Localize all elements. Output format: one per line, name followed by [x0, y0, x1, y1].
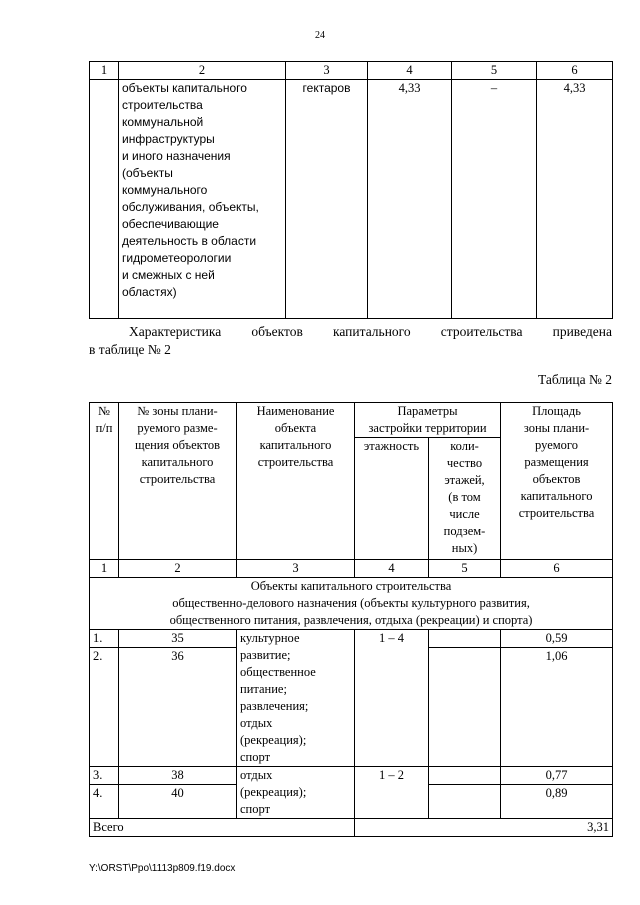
row-count-empty: [429, 767, 501, 785]
table1-cell-empty: [90, 80, 119, 319]
table1-value-5: –: [452, 80, 537, 319]
row-count-empty: [429, 648, 501, 767]
name-line: (рекреация);: [240, 785, 307, 799]
row-num: 2.: [90, 648, 119, 767]
col-number: 5: [429, 560, 501, 578]
page-number: 24: [315, 30, 325, 41]
header-name: [237, 403, 355, 560]
desc-line: обеспечивающие: [122, 217, 219, 231]
desc-line: коммунального: [122, 183, 208, 197]
col-number: 4: [355, 560, 429, 578]
header-line: Площадь: [532, 404, 581, 418]
table-row: [90, 630, 613, 648]
header-line: руемого: [535, 438, 578, 452]
header-line: № зоны плани-: [137, 404, 218, 418]
row-zone: 36: [119, 648, 237, 767]
desc-line: обслуживания, объекты,: [122, 200, 259, 214]
name-line: культурное: [240, 631, 300, 645]
table2-caption: Таблица № 2: [538, 372, 612, 387]
header-line: числе: [449, 507, 480, 521]
row-zone: 40: [119, 785, 237, 819]
row-zone: 38: [119, 767, 237, 785]
col-number: 3: [237, 560, 355, 578]
total-label: Всего: [90, 819, 355, 837]
table1-object-description: [119, 80, 286, 319]
table1-col-6: 6: [537, 62, 613, 80]
header-line: зоны плани-: [523, 421, 590, 435]
header-line: объектов: [532, 472, 581, 486]
table1-col-5: 5: [452, 62, 537, 80]
header-line: п/п: [95, 421, 113, 435]
table-row: [90, 767, 613, 785]
group1-floors: 1 – 4: [355, 630, 429, 767]
header-line: руемого разме-: [137, 421, 218, 435]
col-number: 6: [501, 560, 613, 578]
header-line: Наименование: [256, 404, 335, 418]
name-line: развитие;: [240, 648, 291, 662]
table2-header-row-1: [90, 403, 613, 438]
name-line: (рекреация);: [240, 733, 307, 747]
header-line: №: [98, 404, 110, 418]
table-continuation: [89, 61, 613, 319]
row-zone: 35: [119, 630, 237, 648]
footer-file-path: Y:\ORST\Ppo\1113p809.f19.docx: [89, 863, 236, 874]
desc-line: коммунальной: [122, 115, 204, 129]
header-line: этажей,: [444, 473, 485, 487]
section-title-line: общественного питания, развлечения, отдыха (рекреации) и спорта): [169, 613, 533, 627]
table1-value-4: 4,33: [368, 80, 452, 319]
row-count-empty: [429, 785, 501, 819]
name-line: отдых: [240, 716, 273, 730]
header-line: капитального: [141, 455, 214, 469]
group2-name: [237, 767, 355, 819]
paragraph-line-2: в таблице № 2: [89, 342, 171, 357]
row-count-empty: [429, 630, 501, 648]
col-number: 2: [119, 560, 237, 578]
table1-value-6: 4,33: [537, 80, 613, 319]
desc-line: инфраструктуры: [122, 132, 215, 146]
name-line: питание;: [240, 682, 287, 696]
header-line: ных): [451, 541, 478, 555]
header-line: объекта: [274, 421, 317, 435]
desc-line: и иного назначения: [122, 149, 231, 163]
table2-col-number-row: [90, 560, 613, 578]
col-number: 1: [90, 560, 119, 578]
header-line: строительства: [139, 472, 216, 486]
header-line: подзем-: [443, 524, 486, 538]
desc-line: объекты капитального: [122, 81, 247, 95]
desc-line: гидрометеорологии: [122, 251, 232, 265]
header-zone: [119, 403, 237, 560]
section-title: [90, 578, 613, 630]
row-num: 1.: [90, 630, 119, 648]
table1-col-2: 2: [119, 62, 286, 80]
header-line: застройки территории: [368, 421, 487, 435]
section-title-line: общественно-делового назначения (объекты культурного развития,: [172, 596, 530, 610]
group1-name: [237, 630, 355, 767]
header-line: капитального: [520, 489, 593, 503]
row-area: 0,77: [501, 767, 613, 785]
desc-line: строительства: [122, 98, 203, 112]
table1-col-1: 1: [90, 62, 119, 80]
table1-row: [90, 80, 613, 319]
row-area: 0,89: [501, 785, 613, 819]
header-line: размещения: [524, 455, 589, 469]
header-num: [90, 403, 119, 560]
table1-col-3: 3: [286, 62, 368, 80]
name-line: общественное: [240, 665, 316, 679]
total-value: 3,31: [355, 819, 613, 837]
header-floors: этажность: [355, 438, 429, 560]
paragraph-line-1: Характеристика объектов капитального строительства приведена: [129, 324, 612, 339]
row-num: 3.: [90, 767, 119, 785]
desc-line: (объекты: [122, 166, 173, 180]
row-area: 0,59: [501, 630, 613, 648]
name-line: спорт: [240, 750, 271, 764]
header-line: чество: [446, 456, 483, 470]
group2-floors: 1 – 2: [355, 767, 429, 819]
header-count: [429, 438, 501, 560]
row-area: 1,06: [501, 648, 613, 767]
header-line: щения объектов: [134, 438, 221, 452]
table-2: [89, 402, 613, 837]
section-title-line: Объекты капитального строительства: [250, 579, 452, 593]
desc-line: деятельность в области: [122, 234, 257, 248]
name-line: развлечения;: [240, 699, 309, 713]
table1-unit: гектаров: [286, 80, 368, 319]
header-area: [501, 403, 613, 560]
header-line: коли-: [450, 439, 479, 453]
header-line: строительства: [257, 455, 334, 469]
name-line: спорт: [240, 802, 271, 816]
header-line: Параметры: [397, 404, 458, 418]
table2-total-row: [90, 819, 613, 837]
table2-section-row: [90, 578, 613, 630]
table1-header-row: [90, 62, 613, 80]
header-params: [355, 403, 501, 438]
name-line: отдых: [240, 768, 273, 782]
desc-line: и смежных с ней: [122, 268, 215, 282]
table1-col-4: 4: [368, 62, 452, 80]
header-line: (в том: [448, 490, 481, 504]
header-line: строительства: [518, 506, 595, 520]
row-num: 4.: [90, 785, 119, 819]
desc-line: областях): [122, 285, 177, 299]
header-line: капитального: [259, 438, 332, 452]
